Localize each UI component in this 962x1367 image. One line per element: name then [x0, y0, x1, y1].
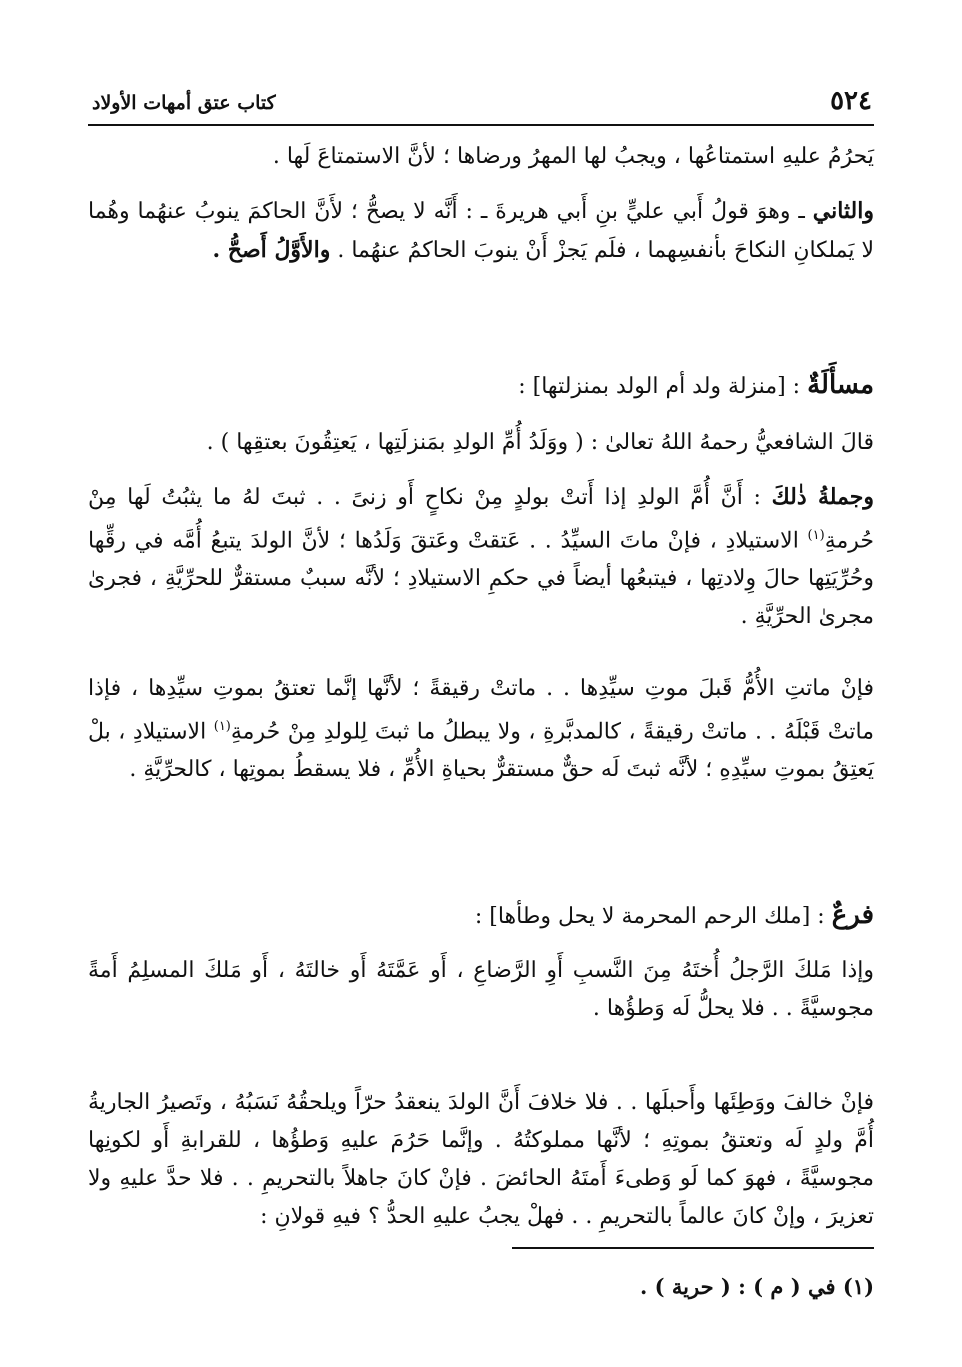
paragraph-1-text: يَحرُمُ عليهِ استمتاعُها ، ويجبُ لها المهرُ ورضاها ؛ لأنَّ الاستمتاعَ لَها .	[272, 144, 874, 169]
footnote-divider	[512, 1247, 874, 1249]
paragraph-3	[88, 424, 874, 462]
paragraph-3-text: قالَ الشافعيُّ رحمهُ اللهُ تعالىٰ : ( ووَلَدُ أُمِّ الولدِ بمَنزلَتِها ، يَعتِقُونَ بعتقِها ) .	[206, 430, 874, 455]
paragraph-2-tail: والأَوَّلُ أَصحُّ .	[212, 237, 331, 263]
paragraph-4-body-b: الاستيلادِ ، فإنْ ماتَ السيِّدُ . . عَتقتْ وعَتقَ وَلَدُها ؛ لأنَّ الولدَ يتبعُ أُمَّه في رقِّها وحُرِّيَتِها حالَ وِلادتِها ، فيتبعُها أيضاً في حكمِ الاستيلادِ ؛ لأنَّه سببٌ مستقرٌّ للحرِّيَّةِ ، فجرىٰ مجرىٰ الحرِّيَّةِ .	[88, 528, 874, 630]
paragraph-5-body-b: الاستيلادِ ، بلْ يَعتِقُ بموتِ سيِّدِهِ ؛ لأنَّه ثبتَ لَه حقٌّ مستقرٌّ بحياةِ الأُمِّ ، فلا يسقطُ بموتِها ، كالحرِّيَّةِ .	[88, 719, 874, 783]
paragraph-7	[88, 1084, 874, 1236]
footnote-marker: (١)	[213, 719, 231, 734]
paragraph-2-text	[88, 192, 874, 270]
masala-heading	[88, 366, 874, 406]
footnote: (١) في ( م ) : ( حرية ) .	[640, 1274, 874, 1299]
masala-word: مسأَلَةٌ	[807, 370, 874, 400]
masala-heading-line	[88, 366, 874, 406]
paragraph-4-body-a: : أَنَّ أُمَّ الولدِ إذا أَتتْ بولدٍ مِنْ نكاحٍ أَو زنىً . . ثبتَ لهُ ما يثبُتُ لَها مِنْ حُرمةِ	[88, 485, 875, 554]
running-title: كتاب عتق أمهات الأولاد	[92, 92, 276, 114]
page-header	[88, 84, 874, 126]
paragraph-4	[88, 478, 874, 636]
far-title: : [ملك الرحم المحرمة لا يحل وطأها] :	[474, 904, 825, 929]
paragraph-4-lead: وجملةُ ذٰلكَ	[771, 484, 874, 510]
paragraph-2-body: ـ وهوَ قولُ أَبي عليٍّ بنِ أَبي هريرةَ ـ : أَنَّه لا يصحُّ ؛ لأَنَّ الحاكمَ ينوبُ عنهُما وهُما لا يَملكانِ النكاحَ بأنفسِهما ، فلَم يَجزْ أَنْ ينوبَ الحاكمُ عنهُما .	[88, 199, 874, 263]
paragraph-6	[88, 952, 874, 1028]
paragraph-4-text	[88, 478, 874, 636]
far-heading	[88, 896, 874, 936]
paragraph-1	[88, 138, 874, 176]
paragraph-5	[88, 670, 874, 789]
page-number: ٥٢٤	[830, 86, 872, 116]
footnote-marker: (١)	[807, 528, 825, 543]
paragraph-7-text: فإنْ خالفَ ووَطِئَها وأَحبلَها . . فلا خلافَ أَنَّ الولدَ ينعقدُ حرّاً ويلحقُهُ نَسَبُهُ ، وتَصيرُ الجاريةُ أُمَّ ولدٍ لَه وتعتقُ بموتِهِ ؛ لأنَّها مملوكتُهُ . وإنَّما حَرُمَ عليهِ وَطؤُها ، للقرابةِ أَو لكونِها مجوسيَّةً ، فهوَ كما لَو وَطىءَ أَمتَهُ الحائضَ . فإنْ كانَ جاهلاً بالتحريمِ . . فلا حدَّ عليهِ ولا تعزيرَ ، وإنْ كانَ عالماً بالتحريمِ . . فهلْ يجبُ عليهِ الحدُّ ؟ فيهِ قولانِ :	[88, 1090, 874, 1229]
paragraph-2-lead: والثاني	[812, 198, 874, 224]
paragraph-2	[88, 192, 874, 270]
far-heading-line	[88, 896, 874, 936]
masala-title: : [منزلة ولد أم الولد بمنزلتها] :	[518, 374, 801, 399]
paragraph-6-text: وإذا مَلكَ الرَّجلُ أُختَهُ مِنَ النَّسبِ أَوِ الرَّضاعِ ، أَو عَمَّتَهُ أَو خالتَهُ ، أَو مَلكَ المسلِمُ أَمةً مجوسيَّةً . . فلا يحلُّ لَه وَطؤُها .	[88, 958, 874, 1021]
far-word: فرعٌ	[831, 900, 874, 930]
paragraph-5-body-a: فإنْ ماتتِ الأُمُّ قَبلَ موتِ سيِّدِها . . ماتتْ رقيقةً ؛ لأنَّها إنَّما تعتقُ بموتِ سيِّدِها ، فإذا ماتتْ قَبْلَهُ . . ماتتْ رقيقةً ، كالمدبَّرةِ ، ولا يبطلُ ما ثبتَ لِلولدِ مِنْ حُرمةِ	[88, 676, 874, 745]
paragraph-5-text	[88, 670, 874, 789]
